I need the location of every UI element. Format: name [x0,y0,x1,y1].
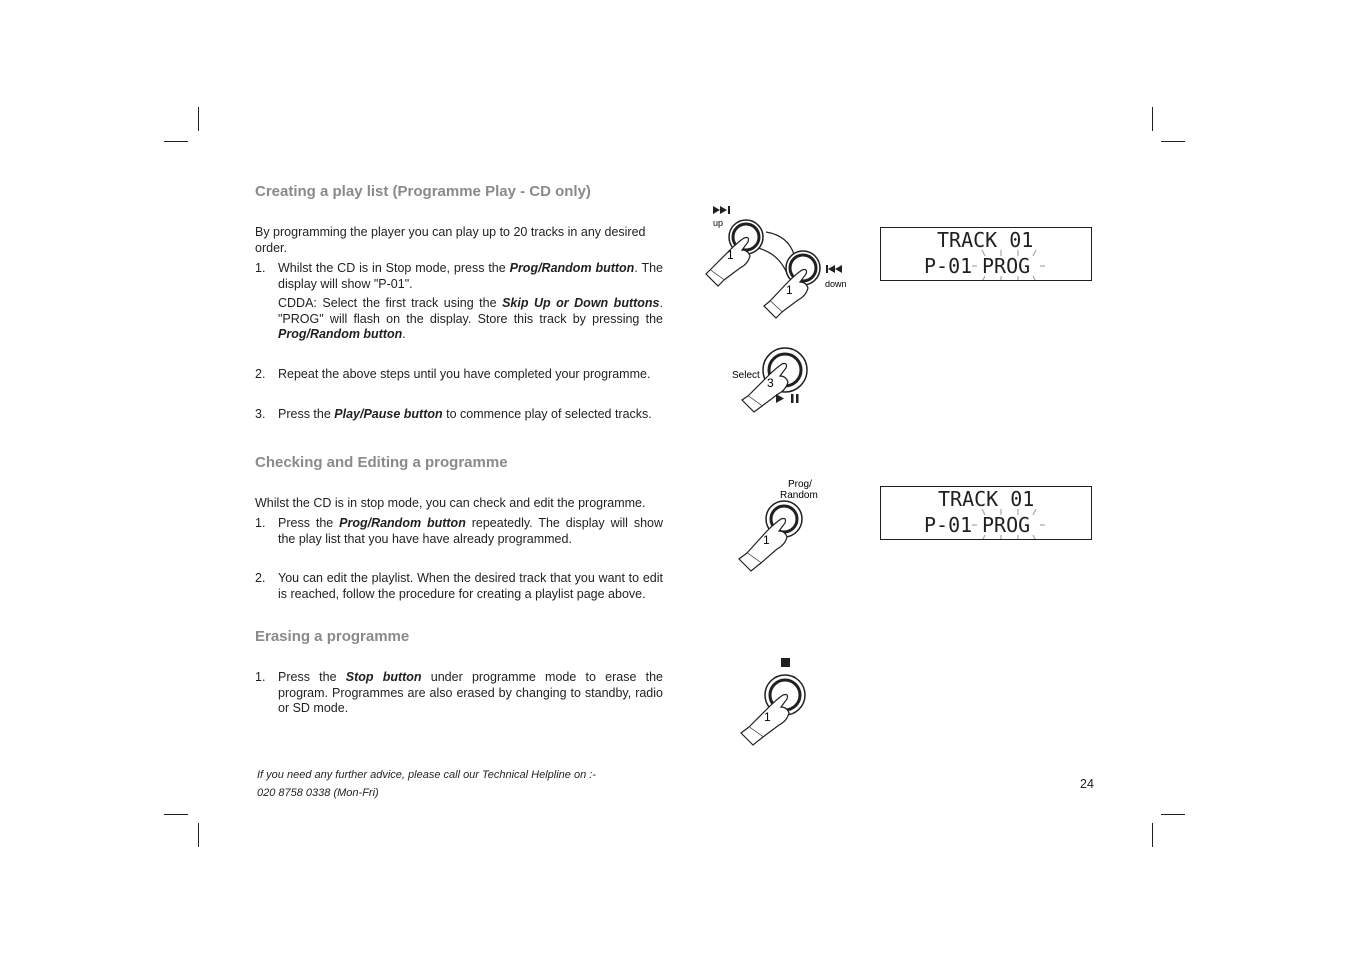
step-number: 1. [255,516,266,530]
finger-number: 1 [764,710,771,724]
step-text: Press the Stop button under programme mode to erase the program. Programmes are also erased by changing to standby, radio or SD mode. [278,670,663,715]
step-text: Press the Play/Pause button to commence play of selected tracks. [278,407,652,421]
page-number: 24 [1080,777,1094,791]
finger-number: 3 [767,376,774,390]
crop-mark [1161,814,1185,815]
section-heading-creating: Creating a play list (Programme Play - CD only) [255,183,591,200]
creating-cdda-note: CDDA: Select the first track using the Skip Up or Down buttons. "PROG" will flash on the display. Store this track by pressing the Prog/Random button. [278,296,663,341]
prog-label: Prog/ [788,479,812,490]
step-text: Press the Prog/Random button repeatedly. The display will show the play list that you have have already programmed. [278,516,663,546]
crop-mark [1152,823,1153,847]
select-label: Select [732,370,760,381]
select-button-illustration [728,340,818,415]
step-number: 1. [255,261,266,275]
crop-mark [164,814,188,815]
crop-mark [198,107,199,131]
lcd-line-2-prefix: P-01 [924,513,973,537]
helpline-text: If you need any further advice, please call our Technical Helpline on :- [257,769,596,781]
step-text: Repeat the above steps until you have completed your programme. [278,367,651,381]
lcd-line-2-prefix: P-01 [924,254,973,278]
down-label: down [825,279,847,289]
step-number: 2. [255,367,266,381]
crop-mark [1161,141,1185,142]
finger-number: 1 [786,283,793,297]
skip-next-icon [713,206,730,214]
prog-random-illustration [733,475,833,575]
step-text: You can edit the playlist. When the desired track that you want to edit is reached, follow the procedure for creating a playlist page above. [278,571,663,601]
section-heading-checking: Checking and Editing a programme [255,454,508,471]
creating-intro: By programming the player you can play up to 20 tracks in any desired order. [255,225,646,255]
lcd-flash-prog: PROG [982,254,1031,278]
helpline-number: 020 8758 0338 (Mon-Fri) [257,787,379,799]
section-heading-erasing: Erasing a programme [255,628,410,645]
stop-button-illustration [733,655,823,750]
lcd-line-1: TRACK 01 [937,228,1034,252]
crop-mark [1152,107,1153,131]
skip-buttons-illustration [700,198,860,323]
lcd-display [880,486,1092,540]
lcd-line-1: TRACK 01 [938,487,1035,511]
step-text: Whilst the CD is in Stop mode, press the Prog/Random button. The display will show "P-01". [278,261,663,291]
stop-icon [781,658,790,667]
skip-previous-icon [826,265,842,273]
lcd-display [880,227,1092,281]
finger-number: 1 [727,248,734,262]
up-label: up [713,218,724,228]
lcd-flash-prog: PROG [982,513,1031,537]
step-number: 1. [255,670,266,684]
step-number: 2. [255,571,266,585]
crop-mark [164,141,188,142]
play-pause-icon [776,394,799,403]
step-number: 3. [255,407,266,421]
random-label: Random [780,490,818,501]
finger-number: 1 [763,533,770,547]
checking-intro: Whilst the CD is in stop mode, you can check and edit the programme. [255,496,646,510]
crop-mark [198,823,199,847]
